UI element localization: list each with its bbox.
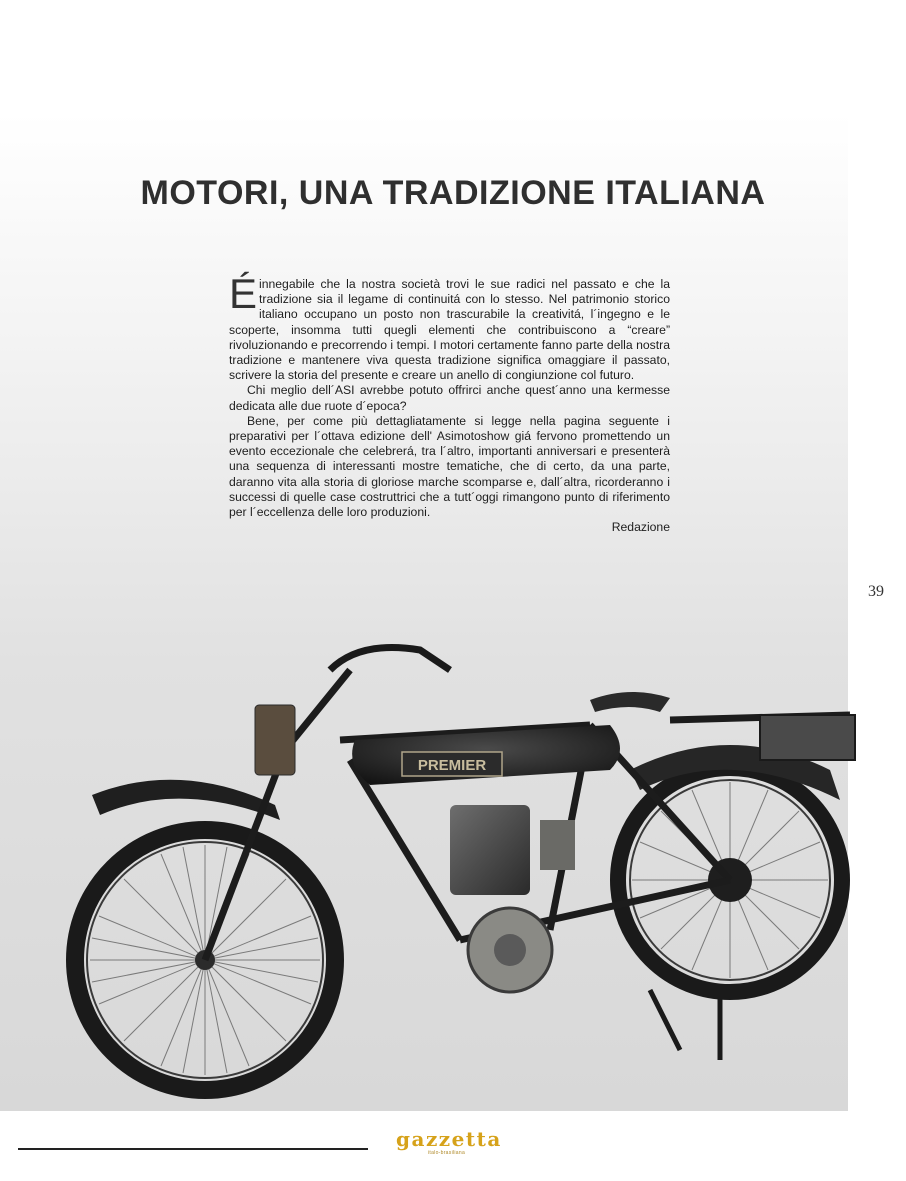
headlamp-plate <box>255 705 295 775</box>
drop-cap: É <box>229 270 258 317</box>
tank-label: PREMIER <box>417 757 487 774</box>
carburetor <box>540 820 575 870</box>
luggage-box <box>760 715 855 760</box>
article-signature: Redazione <box>611 520 670 535</box>
article-paragraph-1: Éinnegabile che la nostra società trovi le sue radici nel passato e che la tradizione sia il legame di continuitá con lo stesso. Nel patrimonio storico italiano occupano un posto non trascurabile la creativitá, l´ingegno e le scoperte, insomma tutti quegli elementi che contribuiscono a “creare” rivoluzionando e precorrendo i tempi. I motori certamente fanno parte della nostra tradizione e mantenere viva questa tradizione significa omaggiare il passato, scrivere la storia del presente e creare un anello di congiunzione col futuro. <box>229 270 670 383</box>
front-fender <box>92 780 280 820</box>
page-title: MOTORI, UNA TRADIZIONE ITALIANA <box>140 174 766 212</box>
logo-subtext: italo-brasiliana <box>428 1150 466 1156</box>
footer-rule <box>18 1148 368 1150</box>
gazzetta-logo <box>396 1128 516 1162</box>
saddle <box>590 692 670 712</box>
page-number: 39 <box>868 583 884 600</box>
logo-text: gazzetta <box>396 1127 502 1151</box>
article-paragraph-3: Bene, per come più dettagliatamente si legge nella pagina seguente i preparativi per l´ottava edizione dell' Asimotoshow giá fervono promettendo un evento eccezionale che celebrerá, tra l´altro, importanti anniversari e presenterà una sequenza di interessanti mostre tematiche, che di certo, da una parte, daranno vita alla storia di gloriose marche scomparse e, dall´altra, ricorderanno i successi di quelle case costruttrici che a tutt´oggi rimangono punto di riferimento per l´eccellenza delle loro produzioni. <box>229 413 670 520</box>
article-body <box>229 270 670 535</box>
article-paragraph-2: Chi meglio dell´ASI avrebbe potuto offrirci anche quest´anno una kermesse dedicata alle due ruote d´epoca? <box>229 383 670 413</box>
handlebar <box>330 648 450 671</box>
motorcycle-photo <box>30 630 880 1100</box>
engine-hub <box>494 934 526 966</box>
kickstand <box>650 990 680 1050</box>
engine-cylinder <box>450 805 530 895</box>
